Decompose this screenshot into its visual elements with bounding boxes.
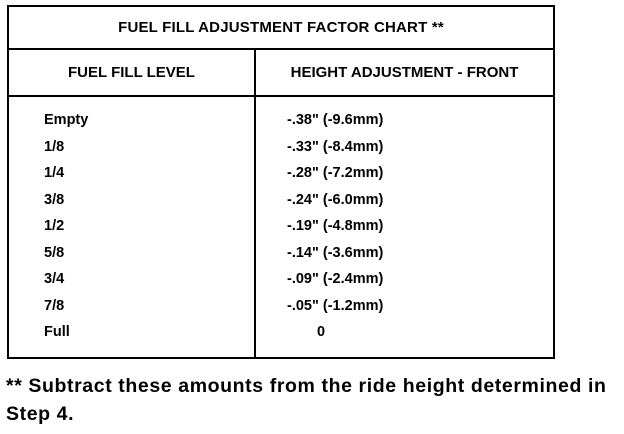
adjustment-cell: -.05" (-1.2mm): [287, 297, 384, 314]
adjustment-cell: -.24" (-6.0mm): [287, 191, 384, 208]
adjustment-cell: -.19" (-4.8mm): [287, 218, 384, 234]
table-row: [9, 187, 553, 214]
adjustment-cell: -.28" (-7.2mm): [287, 165, 384, 181]
header-height-adjustment: HEIGHT ADJUSTMENT - FRONT: [290, 64, 519, 81]
table-row: [9, 213, 553, 240]
adjustment-cell: -.33" (-8.4mm): [287, 138, 384, 155]
fuel-level-cell: Empty: [44, 112, 89, 128]
table-row: [9, 107, 553, 134]
table-row: [9, 266, 553, 293]
adjustment-cell: -.14" (-3.6mm): [287, 244, 384, 261]
fuel-level-cell: 7/8: [44, 297, 65, 314]
fuel-level-cell: 1/8: [44, 138, 65, 155]
header-row: [9, 50, 553, 97]
table-row: [9, 240, 553, 267]
table-row: [9, 160, 553, 187]
fuel-level-cell: 1/2: [44, 218, 65, 234]
fuel-level-cell: Full: [44, 324, 70, 340]
adjustment-cell: -.38" (-9.6mm): [287, 112, 384, 128]
chart-title: FUEL FILL ADJUSTMENT FACTOR CHART **: [9, 7, 553, 50]
fuel-level-cell: 5/8: [44, 244, 65, 261]
fuel-level-cell: 3/8: [44, 191, 65, 208]
table-body: [9, 97, 553, 346]
table-row: [9, 293, 553, 320]
adjustment-chart: [7, 5, 555, 359]
table-row: [9, 319, 553, 346]
header-fuel-fill-level: FUEL FILL LEVEL: [68, 64, 195, 81]
adjustment-cell: -.09" (-2.4mm): [287, 271, 384, 287]
table-row: [9, 134, 553, 161]
footnote: ** Subtract these amounts from the ride height determined in Step 4.: [6, 375, 607, 425]
fuel-level-cell: 1/4: [44, 165, 65, 181]
fuel-level-cell: 3/4: [44, 271, 65, 287]
adjustment-cell: 0: [317, 324, 326, 340]
